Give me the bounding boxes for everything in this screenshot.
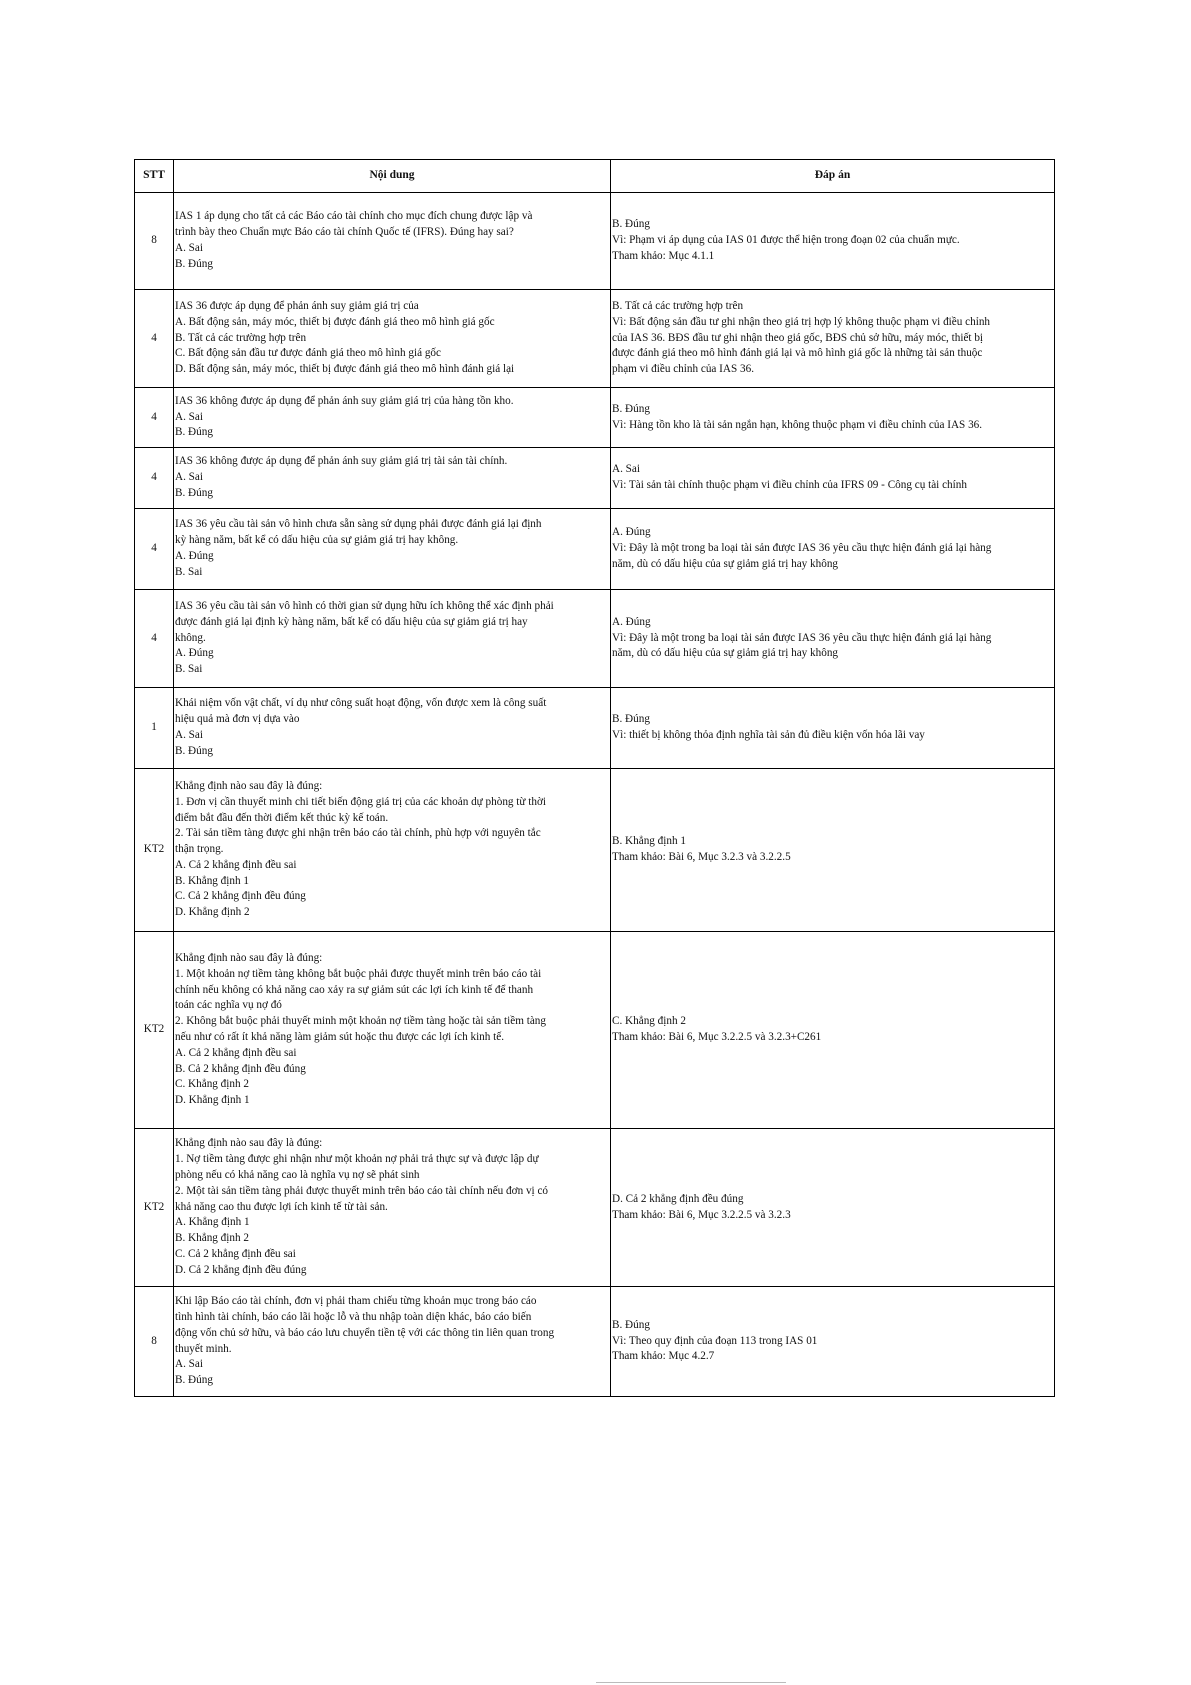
answer-line: của IAS 36. BĐS đầu tư ghi nhận theo giá gốc, BĐS chủ sở hữu, máy móc, thiết bị: [612, 331, 984, 344]
content-line: 1. Một khoản nợ tiềm tàng không bắt buộc phải được thuyết minh trên báo cáo tài: [175, 967, 542, 980]
answer-line: Vì: Tài sản tài chính thuộc phạm vi điều chỉnh của IFRS 09 - Công cụ tài chính: [612, 479, 967, 491]
header-row: [135, 160, 1055, 193]
content-line: A. Đúng: [175, 647, 214, 660]
row-content: [174, 1287, 611, 1397]
content-line: A. Sai: [175, 242, 203, 254]
content-line: phòng nếu có khả năng cao là nghĩa vụ nợ sẽ phát sinh: [175, 1169, 420, 1181]
content-line: IAS 36 không được áp dụng để phản ánh suy giảm giá trị tài sản tài chính.: [175, 455, 508, 468]
content-line: IAS 36 được áp dụng để phản ánh suy giảm giá trị của: [175, 300, 419, 312]
content-line: A. Sai: [175, 729, 203, 741]
row-content: [174, 1129, 611, 1287]
answer-line: Vì: Theo quy định của đoạn 113 trong IAS 01: [612, 1334, 818, 1347]
row-content: [174, 590, 611, 688]
table-row: [135, 388, 1055, 448]
content-line: C. Khẳng định 2: [175, 1078, 249, 1091]
row-answer: [611, 509, 1055, 590]
content-line: A. Đúng: [175, 550, 214, 562]
table-row: [135, 290, 1055, 388]
content-line: D. Bất động sản, máy móc, thiết bị được đánh giá theo mô hình đánh giá lại: [175, 363, 515, 376]
content-line: Khẳng định nào sau đây là đúng:: [175, 952, 323, 965]
content-line: B. Tất cả các trường hợp trên: [175, 331, 307, 344]
table-row: [135, 769, 1055, 932]
row-stt: 4: [135, 590, 174, 688]
content-line: Khái niệm vốn vật chất, ví dụ như công suất hoạt động, vốn được xem là công suất: [175, 697, 547, 710]
answer-line: Vì: Phạm vi áp dụng của IAS 01 được thể hiện trong đoạn 02 của chuẩn mực.: [612, 234, 960, 247]
row-content: [174, 448, 611, 509]
content-line: B. Cả 2 khẳng định đều đúng: [175, 1062, 306, 1075]
content-line: B. Đúng: [175, 426, 213, 439]
content-line: thận trọng.: [175, 843, 224, 856]
answer-line: Vì: Đây là một trong ba loại tài sản được IAS 36 yêu cầu thực hiện đánh giá lại hàng: [612, 631, 992, 644]
answer-line: C. Khẳng định 2: [612, 1015, 686, 1028]
content-line: điểm bắt đầu đến thời điểm kết thúc kỳ kế toán.: [175, 811, 389, 824]
answer-line: A. Đúng: [612, 526, 651, 539]
content-line: toán các nghĩa vụ nợ đó: [175, 999, 282, 1012]
content-line: hiệu quả mà đơn vị dựa vào: [175, 713, 300, 726]
content-line: A. Khẳng định 1: [175, 1216, 250, 1229]
content-line: động vốn chủ sở hữu, và báo cáo lưu chuyển tiền tệ với các thông tin liên quan trong: [175, 1326, 555, 1339]
row-answer: [611, 932, 1055, 1129]
row-answer: [611, 388, 1055, 448]
content-line: B. Đúng: [175, 257, 213, 270]
answer-line: D. Cả 2 khẳng định đều đúng: [612, 1192, 744, 1205]
content-line: kỳ hàng năm, bất kể có dấu hiệu của sự giảm giá trị hay không.: [175, 534, 459, 547]
answer-line: Tham khảo: Bài 6, Mục 3.2.2.5 và 3.2.3: [612, 1208, 791, 1221]
row-answer: [611, 769, 1055, 932]
content-line: D. Cả 2 khẳng định đều đúng: [175, 1263, 307, 1276]
answer-line: Vì: Đây là một trong ba loại tài sản được IAS 36 yêu cầu thực hiện đánh giá lại hàng: [612, 542, 992, 555]
answer-line: Vì: Bất động sản đầu tư ghi nhận theo giá trị hợp lý không thuộc phạm vi điều chỉnh: [612, 315, 991, 328]
content-line: 2. Một tài sản tiềm tàng phải được thuyết minh trên báo cáo tài chính nếu đơn vị có: [175, 1184, 549, 1197]
answer-line: B. Đúng: [612, 713, 650, 726]
content-line: 1. Nợ tiềm tàng được ghi nhận như một khoản nợ phải trả thực sự và được lập dự: [175, 1153, 539, 1166]
content-line: IAS 36 không được áp dụng để phản ánh suy giảm giá trị của hàng tồn kho.: [175, 394, 514, 407]
table-row: [135, 932, 1055, 1129]
row-stt: 1: [135, 688, 174, 769]
row-stt: 8: [135, 193, 174, 290]
content-line: được đánh giá lại định kỳ hàng năm, bất kể có dấu hiệu của sự giảm giá trị hay: [175, 615, 528, 628]
row-content: [174, 193, 611, 290]
table-body: [135, 193, 1055, 1397]
row-content: [174, 388, 611, 448]
content-line: C. Bất động sản đầu tư được đánh giá theo mô hình giá gốc: [175, 347, 441, 360]
table-row: [135, 688, 1055, 769]
content-line: D. Khẳng định 2: [175, 906, 250, 919]
row-answer: [611, 448, 1055, 509]
content-line: B. Khẳng định 2: [175, 1232, 249, 1245]
content-line: A. Bất động sản, máy móc, thiết bị được đánh giá theo mô hình giá gốc: [175, 315, 495, 328]
content-line: A. Sai: [175, 1358, 203, 1371]
answer-line: A. Sai: [612, 463, 640, 476]
content-line: IAS 36 yêu cầu tài sản vô hình chưa sẵn sàng sử dụng phải được đánh giá lại định: [175, 518, 542, 531]
page-bottom-rule: [596, 1682, 786, 1683]
content-line: 2. Không bắt buộc phải thuyết minh một khoản nợ tiềm tàng hoặc tài sản tiềm tàng: [175, 1015, 546, 1028]
row-stt: 4: [135, 509, 174, 590]
row-stt: 4: [135, 448, 174, 509]
row-answer: [611, 193, 1055, 290]
content-line: C. Cả 2 khẳng định đều sai: [175, 1247, 296, 1260]
table-row: [135, 448, 1055, 509]
answer-line: B. Tất cả các trường hợp trên: [612, 300, 744, 312]
row-content: [174, 290, 611, 388]
content-line: 1. Đơn vị cần thuyết minh chi tiết biến động giá trị của các khoản dự phòng từ thời: [175, 795, 547, 808]
content-line: Khi lập Báo cáo tài chính, đơn vị phải tham chiếu từng khoản mục trong báo cáo: [175, 1295, 537, 1308]
row-answer: [611, 1287, 1055, 1397]
content-line: Khẳng định nào sau đây là đúng:: [175, 779, 323, 792]
table-row: [135, 1287, 1055, 1397]
answer-line: A. Đúng: [612, 615, 651, 628]
content-line: chính nếu không có khả năng cao xảy ra sự giảm sút các lợi ích kinh tế để thanh: [175, 983, 534, 996]
answer-line: B. Đúng: [612, 402, 650, 415]
header-answer: Đáp án: [611, 160, 1055, 193]
content-line: khả năng cao thu được lợi ích kinh tế từ tài sản.: [175, 1200, 388, 1213]
table-row: [135, 193, 1055, 290]
content-line: B. Khẳng định 1: [175, 874, 249, 887]
row-answer: [611, 1129, 1055, 1287]
table-row: [135, 1129, 1055, 1287]
answer-line: B. Đúng: [612, 1318, 650, 1331]
answer-line: B. Đúng: [612, 218, 650, 231]
content-line: A. Cả 2 khẳng định đều sai: [175, 858, 297, 871]
row-content: [174, 688, 611, 769]
content-line: D. Khẳng định 1: [175, 1094, 250, 1107]
content-line: IAS 1 áp dụng cho tất cả các Báo cáo tài chính cho mục đích chung được lập và: [175, 210, 533, 223]
answer-line: Vì: Hàng tồn kho là tài sản ngắn hạn, không thuộc phạm vi điều chỉnh của IAS 36.: [612, 418, 983, 431]
row-answer: [611, 290, 1055, 388]
content-line: A. Cả 2 khẳng định đều sai: [175, 1046, 297, 1059]
row-answer: [611, 590, 1055, 688]
header-stt: STT: [135, 160, 174, 193]
content-line: không.: [175, 631, 206, 644]
content-line: thuyết minh.: [175, 1342, 232, 1355]
answer-line: B. Khẳng định 1: [612, 835, 686, 848]
answer-line: Tham khảo: Bài 6, Mục 3.2.3 và 3.2.2.5: [612, 851, 791, 863]
content-line: Khẳng định nào sau đây là đúng:: [175, 1137, 323, 1150]
question-table: [134, 159, 1055, 1397]
content-line: C. Cả 2 khẳng định đều đúng: [175, 890, 306, 903]
content-line: B. Đúng: [175, 1374, 213, 1387]
content-line: trình bày theo Chuẩn mực Báo cáo tài chính Quốc tế (IFRS). Đúng hay sai?: [175, 226, 514, 239]
answer-line: Vì: thiết bị không thỏa định nghĩa tài sản đủ điều kiện vốn hóa lãi vay: [612, 729, 925, 741]
row-stt: KT2: [135, 932, 174, 1129]
answer-line: năm, dù có dấu hiệu của sự giảm giá trị hay không: [612, 647, 839, 660]
table-row: [135, 509, 1055, 590]
content-line: B. Đúng: [175, 486, 213, 499]
content-line: tình hình tài chính, báo cáo lãi hoặc lỗ và thu nhập toàn diện khác, báo cáo biến: [175, 1310, 532, 1323]
row-answer: [611, 688, 1055, 769]
content-line: B. Sai: [175, 565, 203, 578]
row-content: [174, 509, 611, 590]
table-row: [135, 590, 1055, 688]
row-stt: KT2: [135, 769, 174, 932]
answer-line: năm, dù có dấu hiệu của sự giảm giá trị hay không: [612, 557, 839, 570]
content-line: A. Sai: [175, 410, 203, 423]
row-stt: KT2: [135, 1129, 174, 1287]
answer-line: được đánh giá theo mô hình đánh giá lại và mô hình giá gốc là những tài sản thuộc: [612, 347, 983, 360]
answer-line: Tham khảo: Mục 4.1.1: [612, 249, 715, 262]
row-stt: 4: [135, 290, 174, 388]
row-stt: 8: [135, 1287, 174, 1397]
row-content: [174, 769, 611, 932]
content-line: nếu như có rất ít khả năng làm giảm sút hoặc thu được các lợi ích kinh tế.: [175, 1031, 505, 1043]
row-stt: 4: [135, 388, 174, 448]
answer-line: Tham khảo: Mục 4.2.7: [612, 1350, 715, 1363]
answer-line: Tham khảo: Bài 6, Mục 3.2.2.5 và 3.2.3+C261: [612, 1031, 822, 1043]
content-line: B. Đúng: [175, 744, 213, 757]
header-content: Nội dung: [174, 160, 611, 193]
content-line: A. Sai: [175, 471, 203, 484]
content-line: IAS 36 yêu cầu tài sản vô hình có thời gian sử dụng hữu ích không thể xác định phải: [175, 600, 554, 612]
answer-line: phạm vi điều chỉnh của IAS 36.: [612, 363, 754, 376]
row-content: [174, 932, 611, 1129]
content-line: B. Sai: [175, 663, 203, 676]
content-line: 2. Tài sản tiềm tàng được ghi nhận trên báo cáo tài chính, phù hợp với nguyên tắc: [175, 827, 541, 840]
